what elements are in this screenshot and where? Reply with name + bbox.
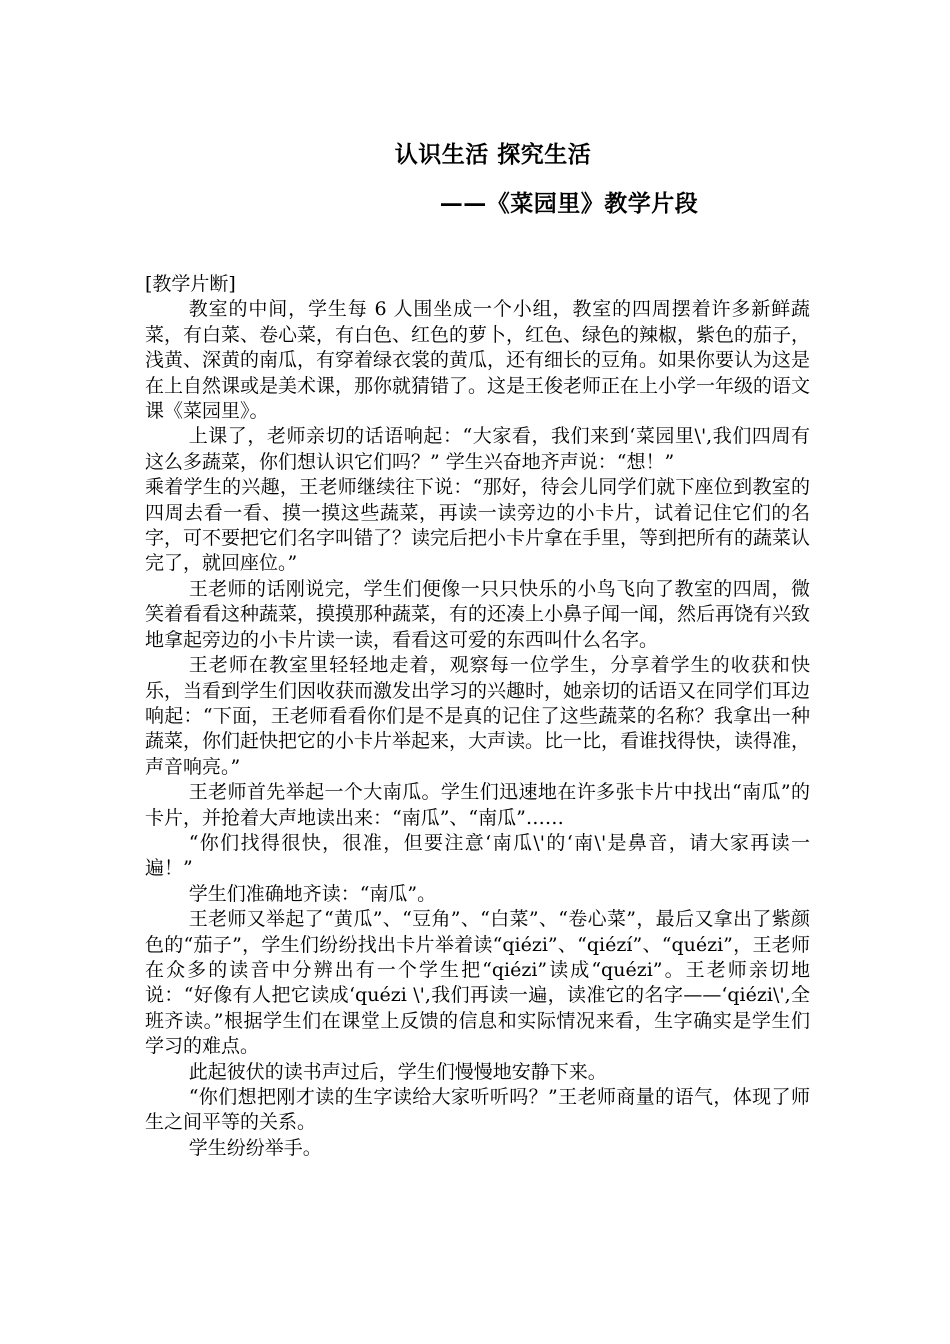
section-label: [教学片断] — [145, 273, 236, 295]
paragraph: 王老师又举起了“黄瓜”、“豆角”、“白菜”、“卷心菜”，最后又拿出了紫颜色的“茄子”，学生们纷纷找出卡片举着读“qiézi”、“qiézí”、“quézi”，王老师在众多的读音中分辨出有一个学生把“qiézi”读成“quézi”。王老师亲切地说：“好像有人把它读成‘quézi \',我们再读一遍，读准它的名字——‘qiézi\',全班齐读。”根据学生们在课堂上反馈的信息和实际情况来看，生字确实是学生们学习的难点。 — [145, 908, 810, 1058]
paragraph: 乘着学生的兴趣，王老师继续往下说：“那好，待会儿同学们就下座位到教室的四周去看一看、摸一摸这些蔬菜，再读一读旁边的小卡片，试着记住它们的名字，可不要把它们名字叫错了？读完后把小卡片拿在手里，等到把所有的蔬菜认完了，就回座位。” — [145, 476, 811, 575]
paragraph: 学生纷纷举手。 — [188, 1136, 322, 1159]
paragraph: “你们想把刚才读的生字读给大家听听吗？”王老师商量的语气，体现了师生之间平等的关系。 — [145, 1086, 810, 1134]
paragraph: 教室的中间，学生每 6 人围坐成一个小组，教室的四周摆着许多新鲜蔬菜，有白菜、卷心菜，有白色、红色的萝卜，红色、绿色的辣椒，紫色的茄子，浅黄、深黄的南瓜，有穿着绿衣裳的黄瓜，还有细长的豆角。如果你要认为这是在上自然课或是美术课，那你就猜错了。这是王俊老师正在上小学一年级的语文课《菜园里》。 — [145, 298, 811, 423]
document-title: 认识生活 探究生活 — [394, 141, 592, 168]
paragraph: 王老师的话刚说完，学生们便像一只只快乐的小鸟飞向了教室的四周，微笑着看看这种蔬菜，摸摸那种蔬菜，有的还凑上小鼻子闻一闻，然后再饶有兴致地拿起旁边的小卡片读一读，看看这可爱的东西叫什么名字。 — [145, 577, 811, 651]
paragraph: 上课了，老师亲切的话语响起：“大家看，我们来到‘菜园里\',我们四周有这么多蔬菜，你们想认识它们吗？” 学生兴奋地齐声说：“想！” — [145, 425, 810, 473]
paragraph: “你们找得很快，很准，但要注意‘南瓜\'的‘南\'是鼻音，请大家再读一遍！” — [145, 831, 810, 880]
paragraph: 此起彼伏的读书声过后，学生们慢慢地安静下来。 — [188, 1060, 607, 1083]
paragraph: 王老师在教室里轻轻地走着，观察每一位学生，分享着学生的收获和快乐，当看到学生们因收获而激发出学习的兴趣时，她亲切的话语又在同学们耳边响起：“下面，王老师看看你们是不是真的记住了这些蔬菜的名称？我拿出一种蔬菜，你们赶快把它的小卡片举起来，大声读。比一比，看谁找得快，读得准，声音响亮。” — [145, 654, 811, 778]
document-subtitle: ——《菜园里》教学片段 — [439, 190, 699, 217]
paragraph: 学生们准确地齐读：“南瓜”。 — [188, 882, 437, 905]
paragraph: 王老师首先举起一个大南瓜。学生们迅速地在许多张卡片中找出“南瓜”的卡片，并抢着大声地读出来：“南瓜”、“南瓜”…… — [145, 781, 810, 829]
document-body — [145, 272, 810, 1161]
